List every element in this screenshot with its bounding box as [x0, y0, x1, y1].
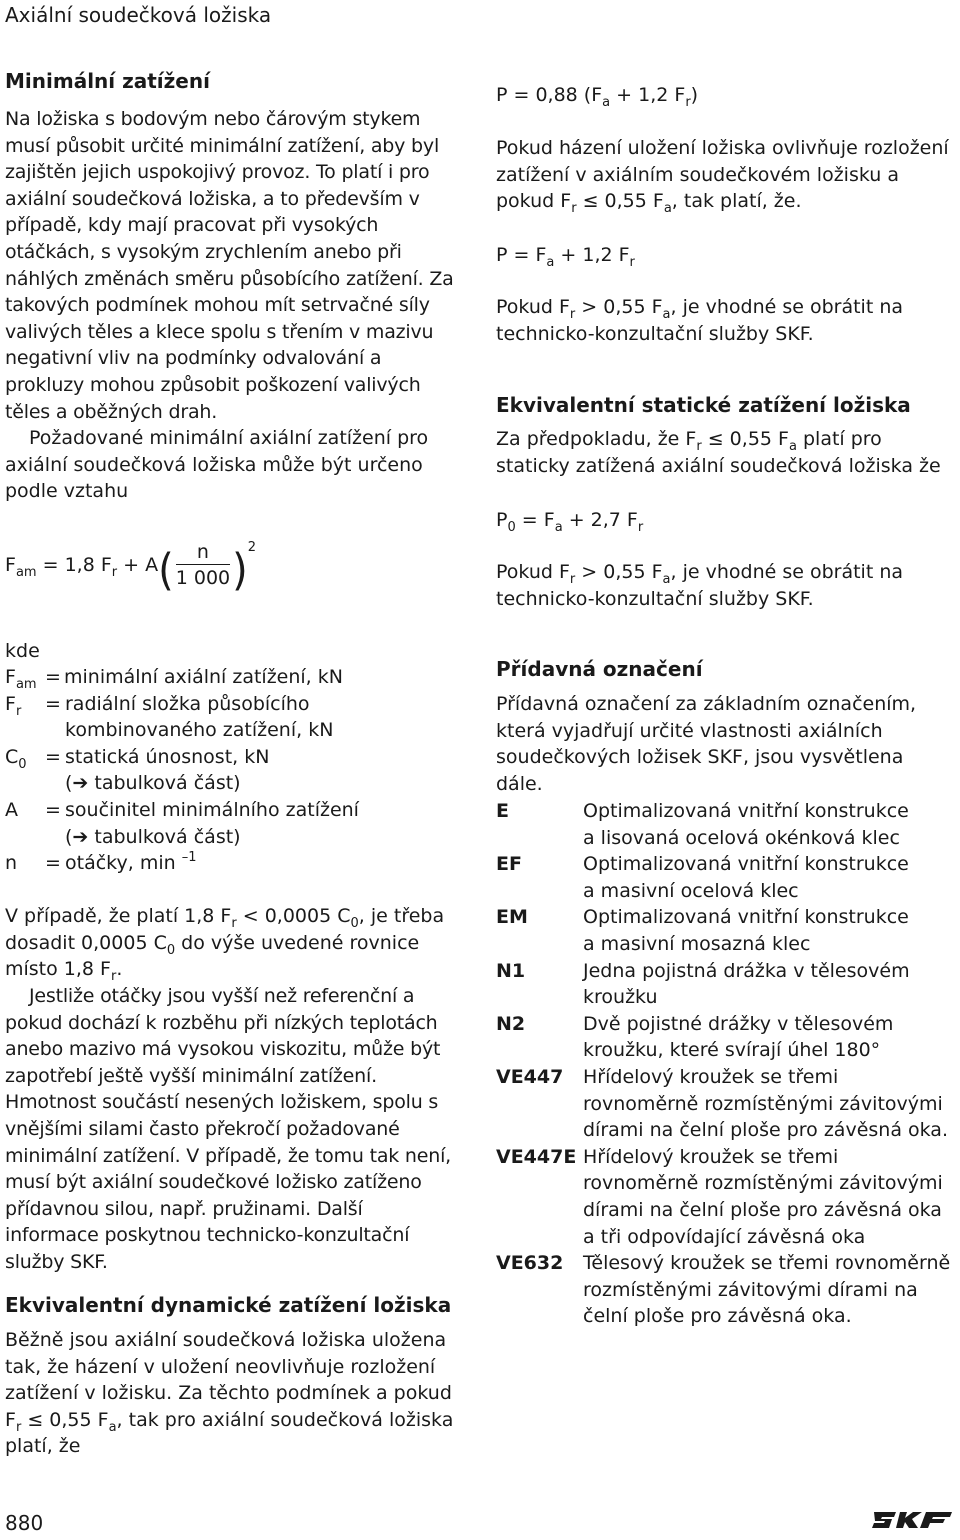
min-load-paragraph-1: Na ložiska s bodovým nebo čárovým stykem musí působit určité minimální zatížení, aby byl zajištěn jejich uspokojivý provoz. To platí i pro axiální soudečková ložiska, a to především v případě, kdy mají pracovat při vysokých otáčkách, s vysokým zrychlením anebo při náhlých změnách směru působícího zatížení. Za takových podmínek mohou mít setrvačné síly valivých těles a klece spolu s třením v mazivu negativní vliv na podmínky odvalování a prokluzy mohou způsobit poškození valivých těles a oběžných drah.	[5, 108, 454, 423]
formula-denominator: 1 000	[175, 567, 231, 589]
suffix-item	[496, 1064, 956, 1144]
contact-paragraph-2: Pokud $F_r > 0,55$ $F_a$, je vhodné se obrátit na technicko-konzultační služby SKF.	[496, 561, 904, 610]
suffix-description: Optimalizovaná vnitřní konstrukce a masivní ocelová klec	[583, 853, 909, 902]
definition-row: A = součinitel minimálního zatížení	[5, 798, 359, 821]
formula-term1: = 1,8 $F_r$	[36, 554, 118, 580]
suffix-description: Tělesový kroužek se třemi rovnoměrně rozmístěnými závitovými dírami na čelní ploše pro závěsná oka.	[583, 1252, 951, 1328]
page-number: 880	[5, 1511, 44, 1535]
suffix-item	[496, 851, 956, 904]
page-title: Axiální soudečková ložiska	[5, 3, 272, 27]
contact-paragraph-1: Pokud $F_r > 0,55$ $F_a$, je vhodné se obrátit na technicko-konzultační služby SKF.	[496, 296, 904, 345]
suffix-code: EM	[496, 906, 528, 929]
suffix-description: Optimalizovaná vnitřní konstrukce a masivní mosazná klec	[583, 906, 909, 955]
suffix-code: E	[496, 800, 509, 822]
skf-logo	[872, 1508, 956, 1532]
page-header	[5, 2, 271, 29]
suffix-code: VE447	[496, 1065, 564, 1088]
skf-logo-icon	[872, 1508, 956, 1532]
equation-static: $P_0 = F_a + 2,7$ $F_r$	[496, 509, 644, 535]
case-paragraph: V případě, že platí 1,8 $F_r < 0,0005$ $C_0$, je třeba dosadit 0,0005 $C_0$ do výše uvedené rovnice místo 1,8 $F_r$.	[5, 905, 445, 985]
speed-paragraph: Jestliže otáčky jsou vyšší než referenční a pokud dochází k rozběhu při nízkých teplotách anebo mazivo má vysokou viskozitu, může být zapotřebí ještě vyšší minimální zatížení. Hmotnost součástí nesených ložiskem, spolu s vnějšími silami často překročí požadované minimální zatížení. V případě, že tomu tak není, musí být axiální soudečkové ložisko zatíženo přídavnou silou, např. pružinami. Další informace poskytnou technicko-konzultační služby SKF.	[5, 985, 452, 1273]
suffix-description: Hřídelový kroužek se třemi rovnoměrně rozmístěnými závitovými dírami na čelní ploše pro závěsná oka a tři odpovídající závěsná oka	[583, 1145, 943, 1248]
suffix-item	[496, 1144, 956, 1250]
equation-dynamic-2: $P = F_a + 1,2$ $F_r$	[496, 244, 635, 270]
suffix-description: Jedna pojistná drážka v tělesovém kroužku	[583, 959, 910, 1009]
definition-row: n = otáčky, min $^{-1}$	[5, 850, 197, 875]
definition-row: (➔ tabulková část)	[65, 772, 241, 795]
suffix-code: N2	[496, 1012, 526, 1035]
definition-row: $C_0$ = statická únosnost, kN	[5, 745, 270, 772]
definition-row: $F_{am}$ = minimální axiální zatížení, kN	[5, 666, 343, 692]
suffix-description: Optimalizovaná vnitřní konstrukce a lisovaná ocelová okénková klec	[583, 800, 909, 849]
suffix-item	[496, 798, 956, 851]
formula-fraction	[176, 540, 230, 591]
formula-lhs: $F_{am}$	[5, 554, 37, 580]
arrow-icon: (➔	[65, 772, 95, 795]
formula-numerator: n	[176, 540, 230, 565]
equation-dynamic-1: P = 0,88 ($F_a + 1,2$ $F_r$)	[496, 84, 699, 110]
formula-exponent: 2	[247, 540, 257, 555]
arrow-icon: (➔	[65, 825, 95, 848]
suffix-heading: Přídavná označení	[496, 657, 703, 681]
static-load-heading: Ekvivalentní statické zatížení ložiska	[496, 393, 911, 417]
suffix-description: Hřídelový kroužek se třemi rovnoměrně rozmístěnými závitovými dírami na čelní ploše pro závěsná oka.	[583, 1065, 948, 1142]
suffix-item	[496, 958, 956, 1011]
suffix-intro: Přídavná označení za základním označením, která vyjadřují určité vlastnosti axiálních soudečkových ložisek SKF, jsou vysvětlena dále.	[496, 693, 917, 795]
definition-row: (➔ tabulková část)	[65, 825, 241, 848]
suffix-item	[496, 904, 956, 957]
suffix-list	[496, 798, 956, 1330]
dynamic-load-paragraph: Běžně jsou axiální soudečková ložiska uložena tak, že házení v uložení neovlivňuje rozložení zatížení v ložisku. Za těchto podmínek a pokud $F_r \le 0,55$ $F_a$, tak pro axiální soudečková ložiska platí, že	[5, 1329, 454, 1458]
formula-left-paren: (	[158, 544, 174, 596]
min-load-formula	[5, 540, 257, 596]
suffix-item	[496, 1250, 956, 1330]
where-label: kde	[5, 640, 40, 662]
definition-row: $F_r$ = radiální složka působícího kombinovaného zatížení, kN	[5, 692, 334, 742]
dynamic-load-heading: Ekvivalentní dynamické zatížení ložiska	[5, 1293, 452, 1317]
static-load-paragraph: Za předpokladu, že $F_r \le 0,55$ $F_a$ platí pro staticky zatížená axiální soudečková ložiska že	[496, 428, 941, 477]
suffix-code: VE447E	[496, 1145, 577, 1168]
suffix-code: N1	[496, 959, 526, 982]
runout-paragraph: Pokud házení uložení ložiska ovlivňuje rozložení zatížení v axiálním soudečkovém ložisku a pokud $F_r \le 0,55$ $F_a$, tak platí, že.	[496, 137, 949, 217]
formula-right-paren: )	[232, 544, 248, 596]
suffix-item	[496, 1011, 956, 1064]
suffix-code: VE632	[496, 1252, 564, 1275]
variable-definitions	[5, 664, 455, 877]
formula-term2: + A	[117, 554, 159, 576]
suffix-description: Dvě pojistné drážky v tělesovém kroužku, které svírají úhel 180°	[583, 1012, 894, 1062]
min-load-heading: Minimální zatížení	[5, 69, 210, 93]
suffix-code: EF	[496, 853, 522, 876]
min-load-paragraph-2: Požadované minimální axiální zatížení pro axiální soudečková ložiska může být určeno podle vztahu	[5, 427, 429, 503]
